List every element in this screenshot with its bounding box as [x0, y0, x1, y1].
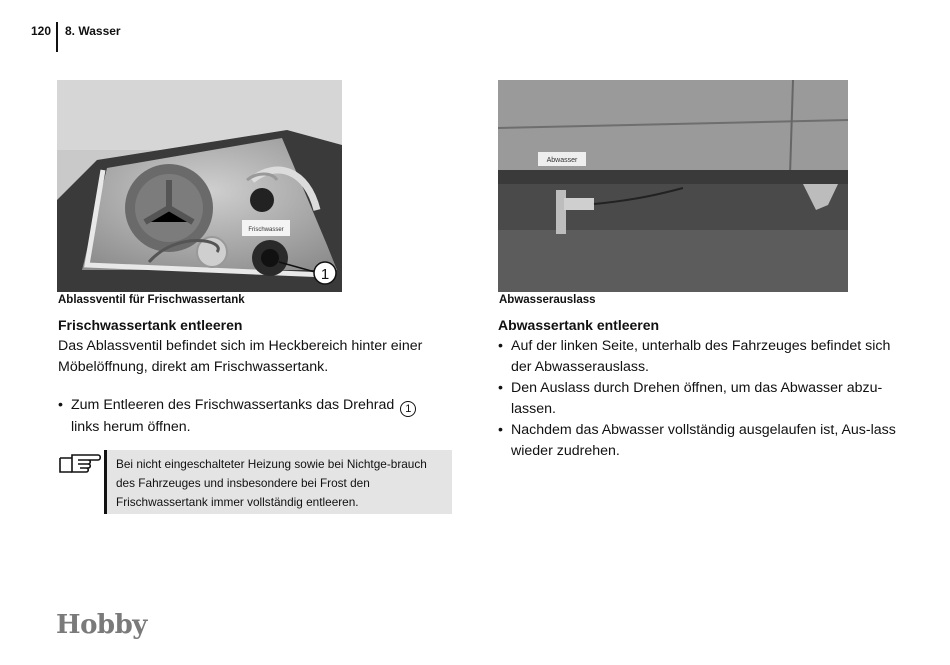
photo-fresh-water-valve [57, 80, 342, 292]
instruction-text: links herum öffnen. [71, 419, 191, 435]
brand-logo: Hobby [56, 610, 147, 640]
list-item [58, 395, 438, 438]
page-number: 120 [31, 24, 52, 38]
instruction-list [58, 395, 438, 438]
list-item: • Nachdem das Abwasser vollständig ausgelaufen ist, Aus-lass wieder zudrehen. [498, 420, 898, 462]
photo-caption: Ablassventil für Frischwassertank [58, 294, 245, 306]
outlet-label: Abwasser [546, 157, 578, 164]
photo-caption: Abwasserauslass [499, 294, 596, 306]
callout-marker: 1 [400, 401, 416, 417]
note-box [104, 450, 452, 514]
section-title: Frischwassertank entleeren [58, 317, 243, 333]
list-item: • Den Auslass durch Drehen öffnen, um das Abwasser abzu-lassen. [498, 378, 898, 420]
header-divider [56, 22, 58, 52]
chapter-title: 8. Wasser [65, 24, 121, 38]
pointing-hand-icon [58, 452, 102, 476]
intro-paragraph: Das Ablassventil befindet sich im Heckbereich hinter einer Möbelöffnung, direkt am Frischwassertank. [58, 338, 423, 375]
tank-label: Frischwasser [248, 227, 284, 233]
instruction-list [498, 336, 898, 462]
note-text: Bei nicht eingeschalteter Heizung sowie bei Nichtge-brauch des Fahrzeuges und insbesondere bei Frost den Frischwassertank immer vollständig entleeren. [116, 457, 427, 509]
instruction-text: Zum Entleeren des Frischwassertanks das Drehrad [71, 397, 395, 413]
photo-waste-water-outlet [498, 80, 848, 292]
callout-marker-1: 1 [320, 266, 330, 283]
section-title: Abwassertank entleeren [498, 317, 660, 333]
list-item: • Auf der linken Seite, unterhalb des Fahrzeuges befindet sich der Abwasserauslass. [498, 336, 898, 378]
